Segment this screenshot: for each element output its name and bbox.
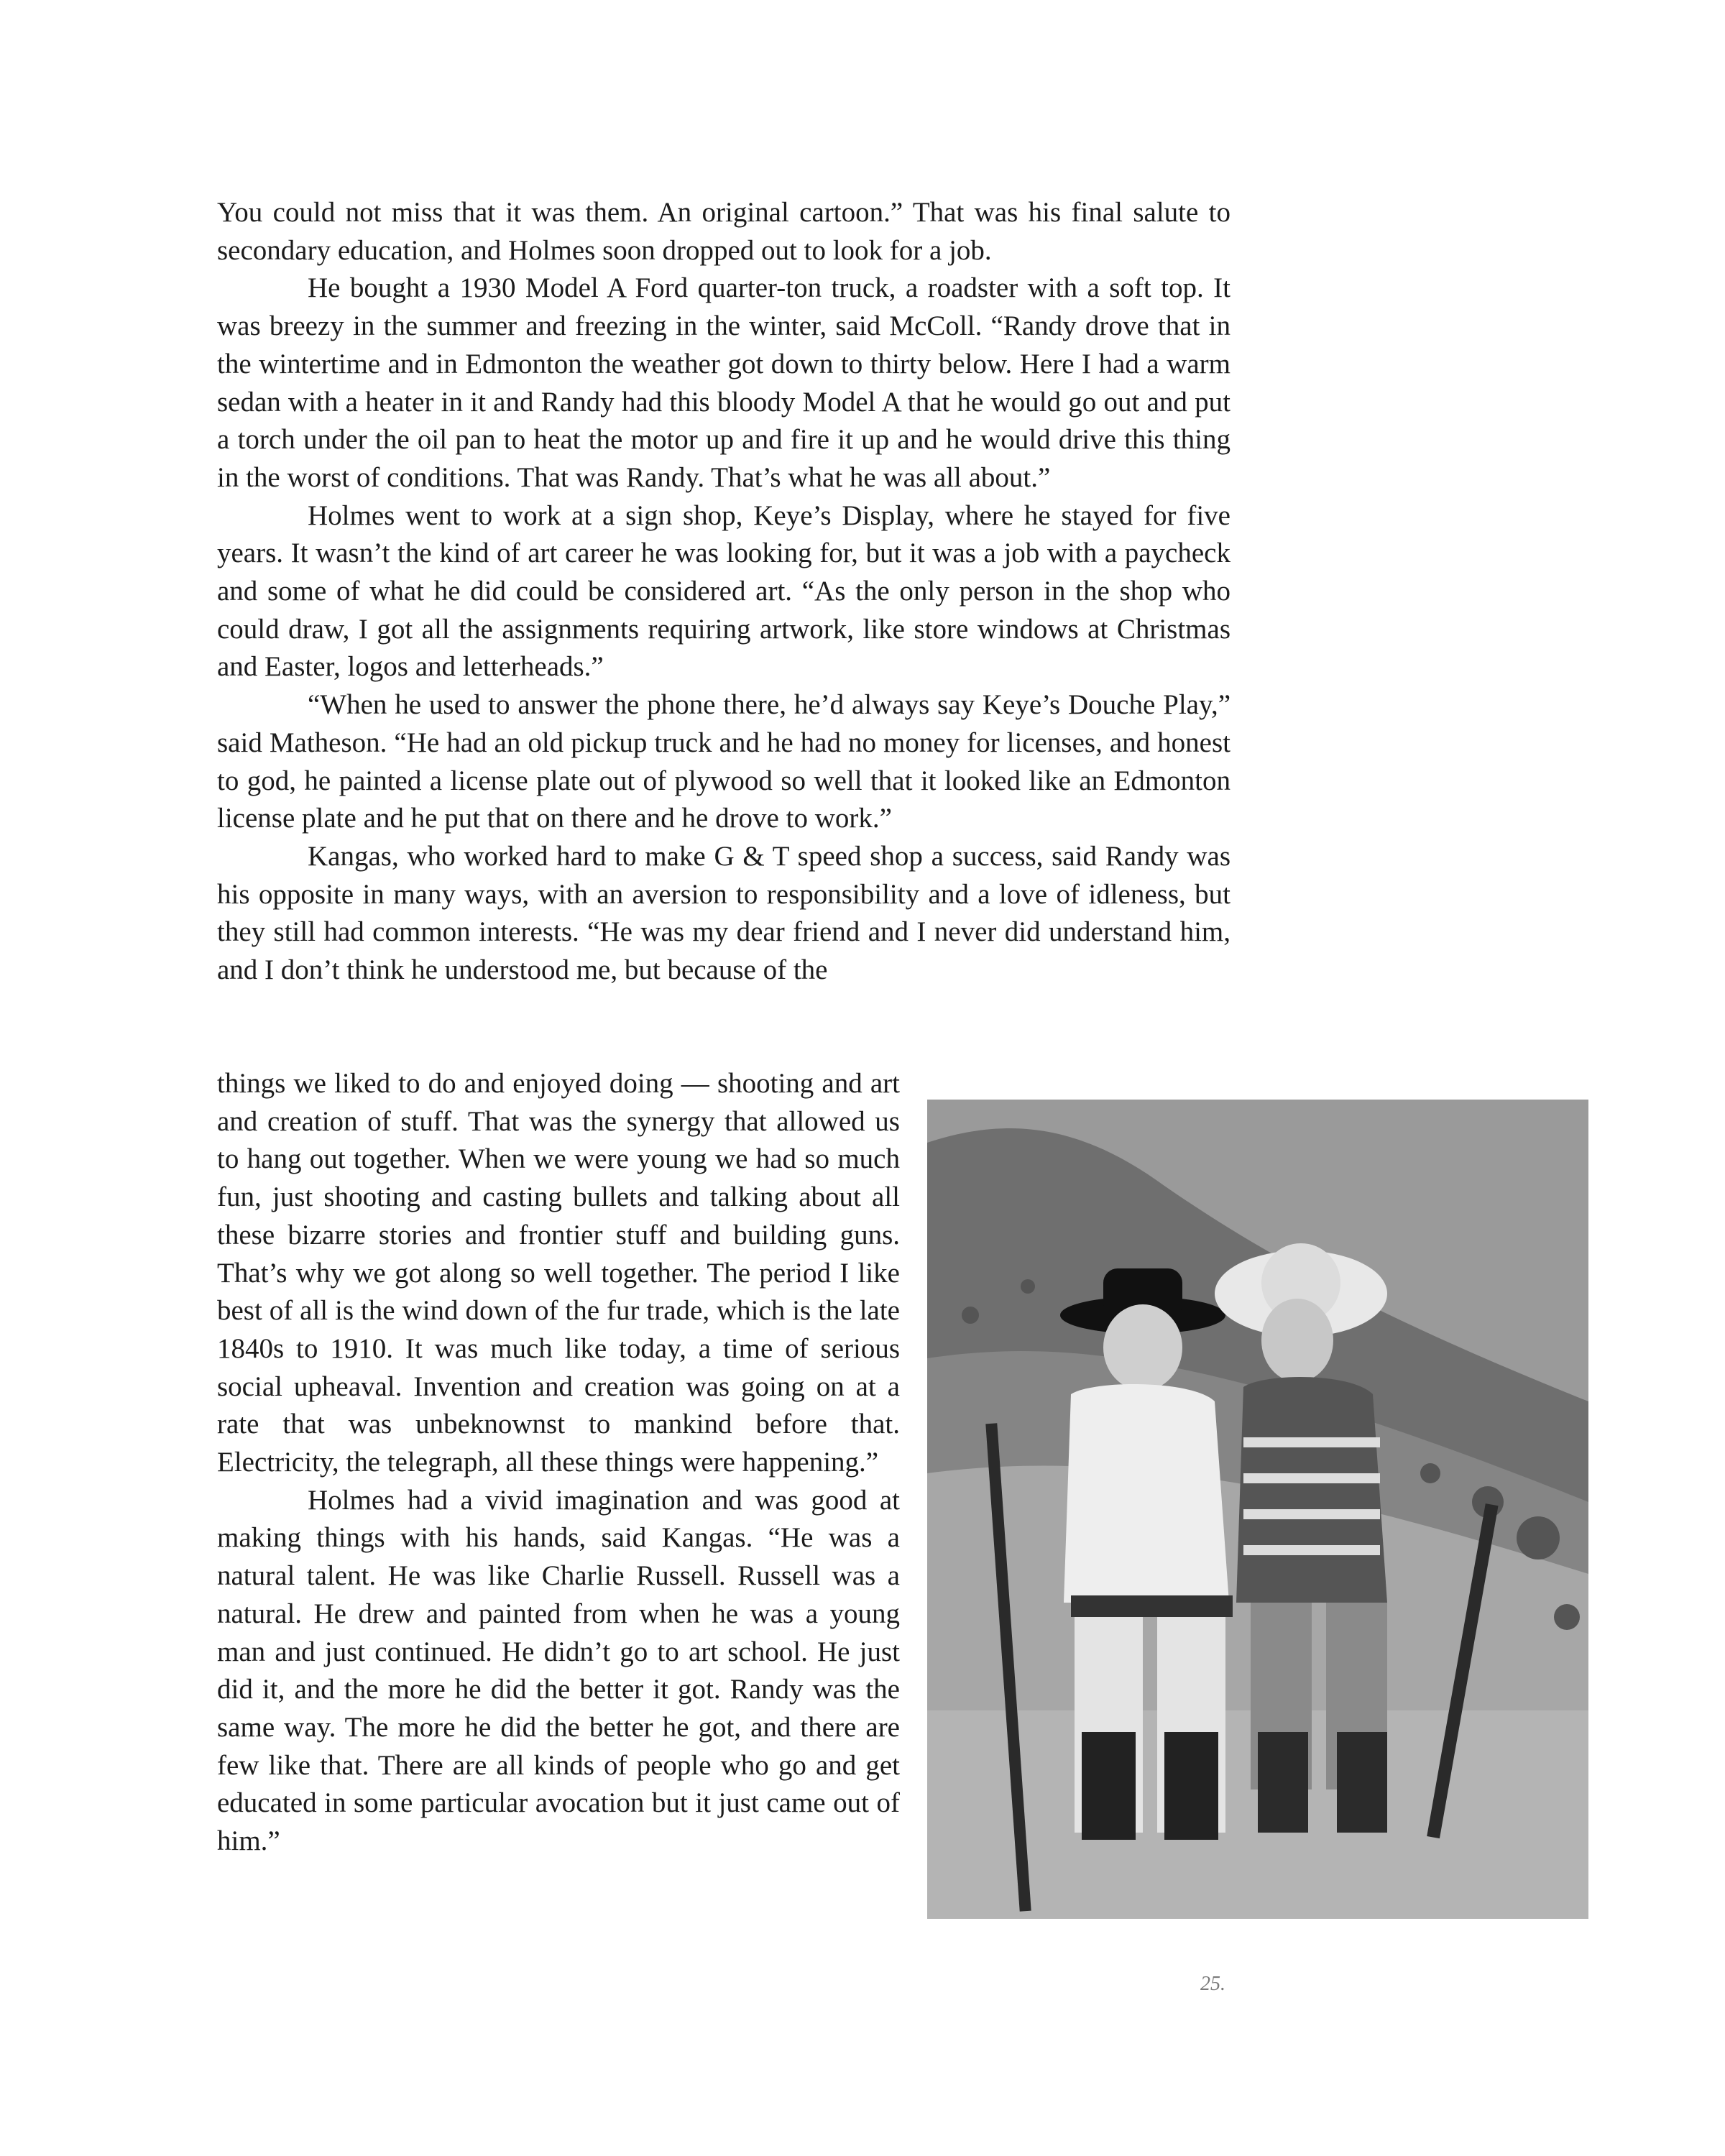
page-number: 25. [1200,1973,1225,1995]
paragraph: “When he used to answer the phone there, he’d always say Keye’s Douche Play,” said Matheson. “He had an old pickup truck and he had no money for licenses, and honest to god, he painted a license plate out of plywood so well that it looked like an Edmonton license plate and he put that on there and he drove to work.” [217,689,1230,834]
body-text-beside-photo [217,1065,900,1861]
paragraph: He bought a 1930 Model A Ford quarter-ton truck, a roadster with a soft top. It was breezy in the summer and freezing in the winter, said McColl. “Randy drove that in the wintertime and in Edmonton the weather got down to thirty below. Here I had a warm sedan with a heater in it and Randy had this bloody Model A that he would go out and put a torch under the oil pan to heat the motor up and fire it up and he would drive this thing in the worst of conditions. That was Randy. That’s what he was all about.” [217,272,1230,493]
paragraph: Holmes went to work at a sign shop, Keye’s Display, where he stayed for five years. It wasn’t the kind of art career he was looking for, but it was a job with a paycheck and some of what he did could be considered art. “As the only person in the shop who could draw, I got all the assignments requiring artwork, like store windows at Christmas and Easter, logos and letterheads.” [217,499,1230,683]
paragraph: You could not miss that it was them. An original cartoon.” That was his final salute to secondary education, and Holmes soon dropped out to look for a job. [217,197,1230,266]
paragraph: things we liked to do and enjoyed doing — shooting and art and creation of stuff. That was the synergy that allowed us to hang out together. When we were young we had so much fun, just shooting and casting bullets and talking about all these bizarre stories and frontier stuff and building guns. That’s why we got along so well together. The period I like best of all is the wind down of the fur trade, which is the late 1840s to 1910. It was much like today, a time of serious social upheaval. Invention and creation was going on at a rate that was unbeknownst to mankind before that. Electricity, the telegraph, all these things were happening.” [217,1068,900,1478]
photo-two-men-with-rifles [927,1100,1588,1919]
paragraph: Holmes had a vivid imagination and was good at making things with his hands, said Kangas. “He was a natural talent. He was like Charlie Russell. Russell was a natural. He drew and painted from when he was a young man and just continued. He didn’t go to art school. He just did it, and the more he did the better it got. Randy was the same way. The more he did the better he got, and there are few like that. There are all kinds of people who go and get educated in some particular avocation but it just came out of him.” [217,1484,900,1857]
paragraph: Kangas, who worked hard to make G & T speed shop a success, said Randy was his opposite in many ways, with an aversion to responsibility and a love of idleness, but they still had common interests. “He was my dear friend and I never did understand him, and I don’t think he understood me, but because of the [217,840,1230,986]
body-text-top [217,194,1230,990]
photo-illustration [927,1100,1588,1919]
